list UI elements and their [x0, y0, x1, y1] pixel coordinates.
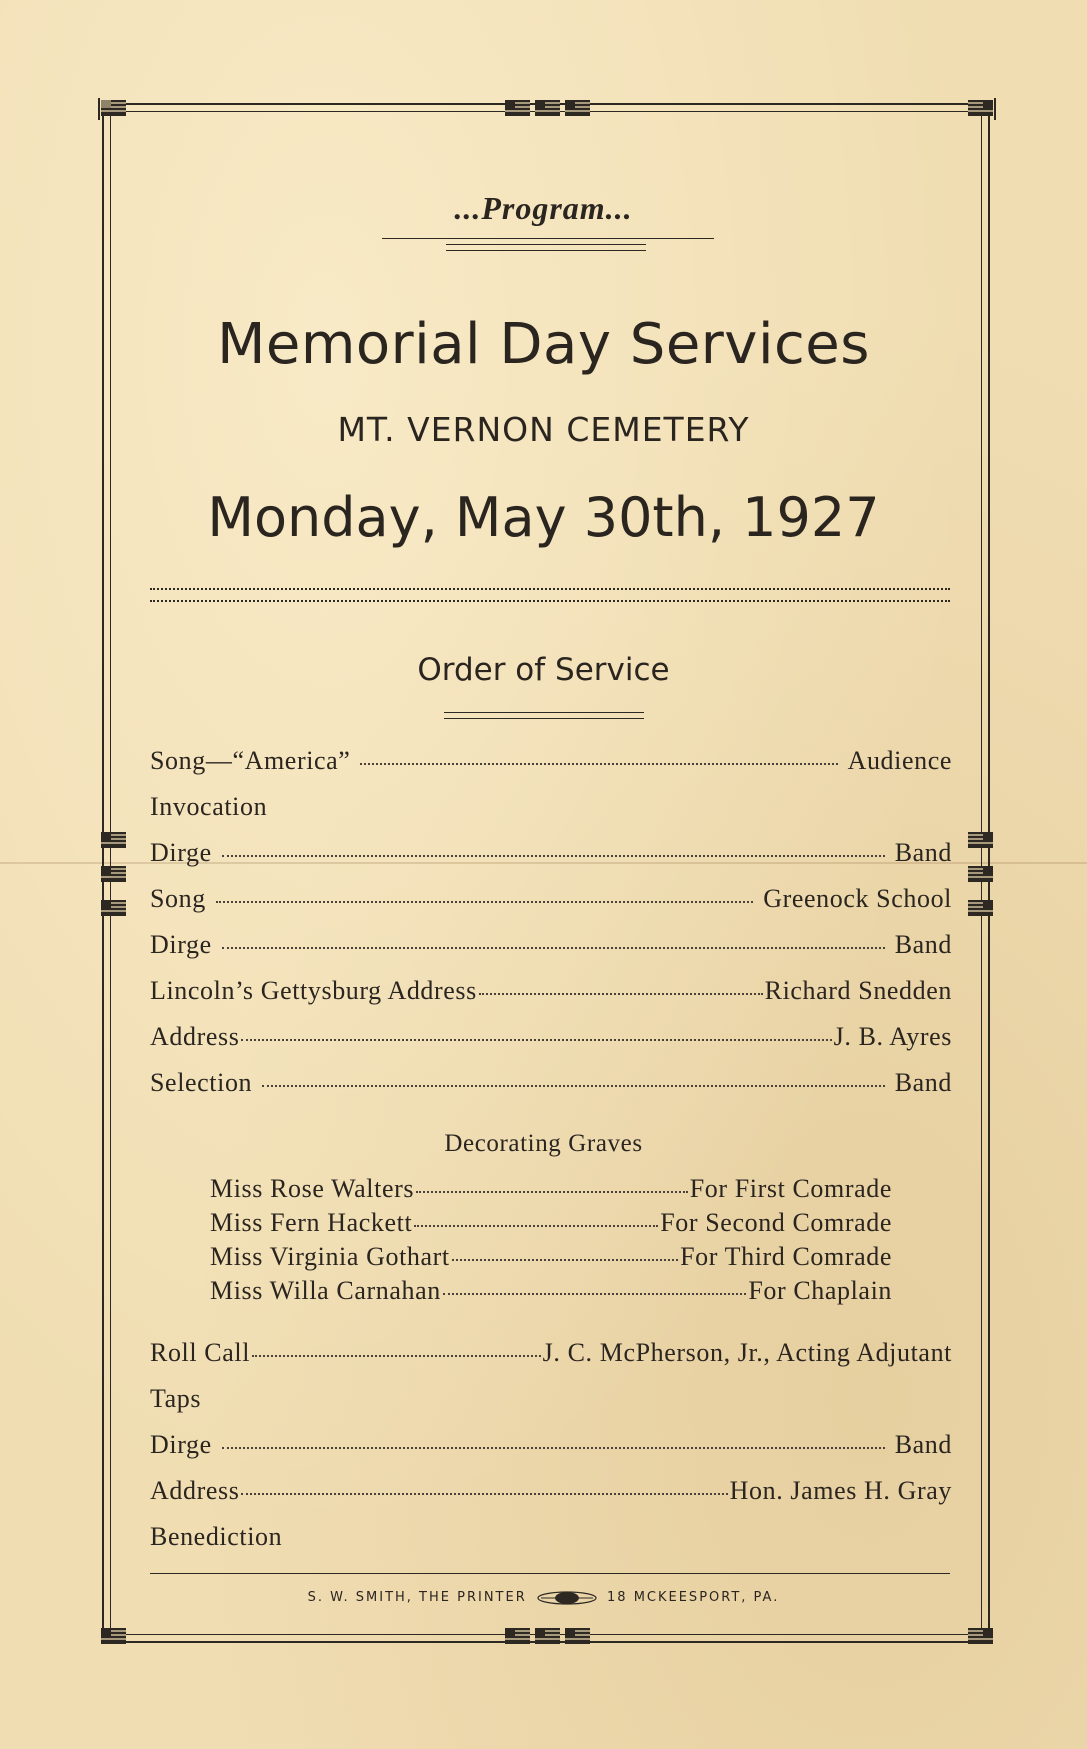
list-item: [150, 838, 952, 868]
list-item: [210, 1242, 892, 1272]
leader-dots: [241, 1039, 831, 1041]
list-item: [150, 976, 952, 1006]
list-item: [210, 1276, 892, 1306]
list-item: [150, 1522, 952, 1552]
flag-icon: [968, 898, 996, 920]
item-performer: Hon. James H. Gray: [729, 1476, 952, 1505]
item-label: Invocation: [150, 792, 268, 821]
person-name: Miss Willa Carnahan: [210, 1276, 441, 1305]
leader-dots: [443, 1293, 746, 1295]
list-item: [150, 1068, 952, 1098]
leader-dots: [479, 993, 763, 995]
flag-icon: [98, 830, 126, 852]
item-label: Benediction: [150, 1522, 283, 1551]
flag-icon: [968, 830, 996, 852]
list-item: [150, 1022, 952, 1052]
leader-dots: [216, 901, 753, 903]
item-label: Dirge: [150, 1430, 212, 1459]
flag-icon: [968, 1626, 996, 1648]
list-item: [150, 1476, 952, 1506]
item-performer: Band: [894, 1068, 952, 1097]
item-performer: J. C. McPherson, Jr., Acting Adjutant: [542, 1338, 952, 1367]
item-performer: Band: [894, 930, 952, 959]
list-item: [150, 1430, 952, 1460]
item-performer: Greenock School: [763, 884, 952, 913]
flag-icon: [502, 98, 530, 120]
list-item: [150, 930, 952, 960]
honoree: For Chaplain: [748, 1276, 892, 1305]
leader-dots: [452, 1259, 678, 1261]
printer-name: S. W. SMITH, THE PRINTER: [307, 1590, 527, 1605]
leader-dots: [222, 1447, 885, 1449]
divider: [150, 1573, 950, 1574]
flag-icon: [98, 864, 126, 886]
list-item: [150, 1338, 952, 1368]
item-label: Song—“America”: [150, 746, 351, 775]
flag-icon: [98, 1626, 126, 1648]
item-label: Dirge: [150, 930, 212, 959]
item-performer: Audience: [847, 746, 952, 775]
item-label: Address: [150, 1022, 240, 1051]
flag-icon: [562, 98, 590, 120]
item-label: Lincoln’s Gettysburg Address: [150, 976, 477, 1005]
flag-icon: [562, 1626, 590, 1648]
list-item: [150, 884, 952, 914]
union-label-icon: [537, 1591, 597, 1605]
flag-icon: [98, 98, 126, 120]
item-label: Dirge: [150, 838, 212, 867]
item-label: Selection: [150, 1068, 253, 1097]
program-heading: ...Program...: [454, 190, 633, 226]
item-label: Roll Call: [150, 1338, 251, 1367]
printer-address: 18 MCKEESPORT, PA.: [607, 1590, 780, 1605]
item-performer: Richard Snedden: [764, 976, 952, 1005]
section-heading: Order of Service: [417, 652, 670, 688]
divider: [444, 712, 644, 713]
flag-icon: [968, 98, 996, 120]
leader-dots: [262, 1085, 885, 1087]
divider: [444, 718, 644, 719]
leader-dots: [241, 1493, 727, 1495]
event-date: Monday, May 30th, 1927: [207, 486, 880, 549]
item-performer: Band: [894, 838, 952, 867]
honoree: For First Comrade: [689, 1174, 892, 1203]
item-label: Song: [150, 884, 206, 913]
leader-dots: [222, 855, 885, 857]
leader-dots: [252, 1355, 541, 1357]
flag-icon: [532, 1626, 560, 1648]
leader-dots: [414, 1225, 658, 1227]
item-performer: J. B. Ayres: [833, 1022, 952, 1051]
leader-dots: [416, 1191, 688, 1193]
flag-icon: [98, 898, 126, 920]
person-name: Miss Virginia Gothart: [210, 1242, 450, 1271]
flag-icon: [532, 98, 560, 120]
list-item: [210, 1208, 892, 1238]
list-item: [150, 746, 952, 776]
divider: [382, 238, 714, 239]
honoree: For Second Comrade: [660, 1208, 892, 1237]
list-item: [210, 1174, 892, 1204]
item-label: Address: [150, 1476, 240, 1505]
flag-icon: [968, 864, 996, 886]
list-item: [150, 1384, 952, 1414]
item-label: Taps: [150, 1384, 202, 1413]
leader-dots: [360, 763, 837, 765]
subsection-heading: Decorating Graves: [444, 1130, 643, 1157]
flag-icon: [502, 1626, 530, 1648]
location: MT. VERNON CEMETERY: [337, 410, 750, 449]
divider: [446, 244, 646, 245]
double-divider: [150, 588, 950, 602]
list-item: [150, 792, 952, 822]
leader-dots: [222, 947, 885, 949]
person-name: Miss Fern Hackett: [210, 1208, 413, 1237]
page-title: Memorial Day Services: [217, 312, 870, 377]
item-performer: Band: [894, 1430, 952, 1459]
honoree: For Third Comrade: [680, 1242, 892, 1271]
printer-imprint: [0, 1590, 1087, 1605]
divider: [446, 250, 646, 251]
person-name: Miss Rose Walters: [210, 1174, 415, 1203]
